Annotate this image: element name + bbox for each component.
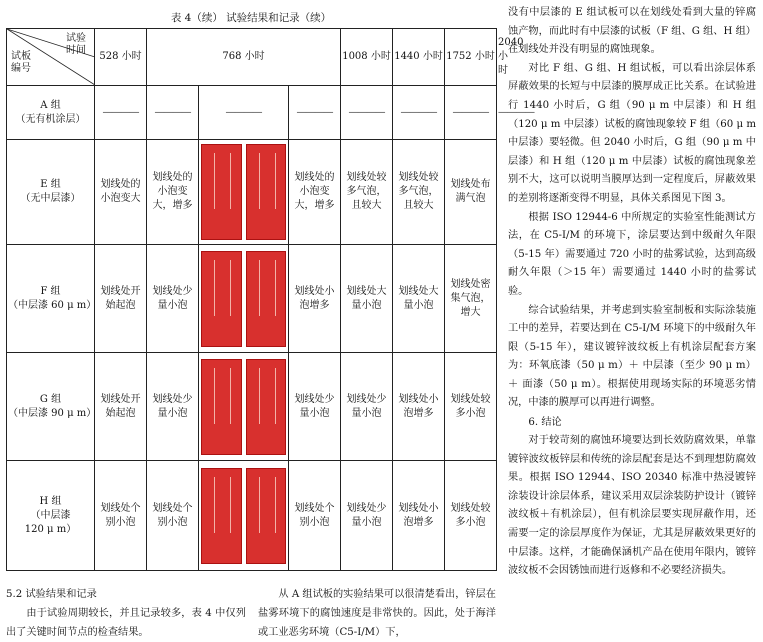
header-board-label: 试板 编号 [11,51,31,74]
table-row [7,353,497,461]
empty-cell: ———— [445,86,497,140]
test-panel-image [246,251,287,347]
panel-photo [199,245,289,353]
table-caption: 表 4（续） 试验结果和记录（续） [170,12,332,24]
empty-cell: ———— [95,86,147,140]
group-label: G 组 （中层漆 90 μ m） [7,353,95,461]
right-column [508,4,756,581]
test-panel-image [246,144,287,240]
result-cell: 划线处的小泡变大 [95,140,147,245]
result-cell: 划线处个别小泡 [289,461,341,571]
right-paragraph-2: 对比 F 组、G 组、H 组试板，可以看出涂层体系屏蔽效果的长短与中层漆的膜厚成正比关系。在试验进行 1440 小时后，G 组（90 μ m 中层漆）和 H 组（120 μ m 中层漆）试板的腐蚀现象较 F 组（60 μ m 中层漆）要轻微。但 2040 小时后，G 组（90 μ m 中层漆）和 H 组（120 μ m 中层漆）试板的腐蚀现象差别不大，这可以说明当膜厚达到一定程度后，屏蔽效果的差别将逐渐变得不明显，具体关系图见下图 3。 [508,62,756,204]
paragraph-5-2: 由于试验周期较长，并且记录较多，表 4 中仅列出了关键时间节点的检查结果。 [6,608,246,638]
col-528: 528 小时 [95,29,147,86]
panel-photo [199,353,289,461]
paragraph-a-group: 从 A 组试板的实验结果可以很清楚看出，锌层在盐雾环境下的腐蚀速度是非常快的。因此，处于海洋或工业恶劣环境（C5-I/M）下， [258,589,496,638]
right-paragraph-5: 对于较苛刻的腐蚀环境要达到长效防腐效果，单靠镀锌波纹板锌层和传统的涂层配套是达不到理想防腐效果。根据 ISO 12944、ISO 20340 标准中热浸镀锌涂装设计涂层体系，建议采用双层涂装防护设计（镀锌波纹板＋有机涂层），但有机涂层要实现屏蔽作用，还需要一定的涂层厚度作为保证，尤其是屏蔽效果更好的中层漆。这样，才能确保涵机产品在使用年限内，镀锌波纹板不会因锈蚀而进行返修和不必要经济损失。 [508,435,756,577]
result-cell: 划线处少量小泡 [341,353,393,461]
col-1752: 1752 小时 [445,29,497,86]
panel-photo [199,140,289,245]
result-cell: 划线处较多气泡，且较大 [341,140,393,245]
result-cell: 划线处的小泡变大，增多 [289,140,341,245]
result-cell: 划线处小泡增多 [393,353,445,461]
table-section [6,0,535,571]
result-cell: 划线处开始起泡 [95,353,147,461]
panel-photo [199,461,289,571]
result-cell: 划线处大量小泡 [393,245,445,353]
bottom-left-col1 [6,585,246,642]
result-cell: 划线处少量小泡 [147,245,199,353]
empty-cell: ———— [199,86,289,140]
empty-cell: ———— [147,86,199,140]
result-cell: 划线处开始起泡 [95,245,147,353]
empty-cell: ———— [341,86,393,140]
col-768: 768 小时 [147,29,341,86]
empty-cell: ———— [393,86,445,140]
result-cell: 划线处大量小泡 [341,245,393,353]
header-diagonal-cell [7,29,95,86]
test-panel-image [246,359,287,455]
header-time-label: 试验 时间 [66,33,86,56]
bottom-left-col2 [258,585,496,642]
group-label: H 组 （中层漆 120 μ m） [7,461,95,571]
results-table: 试验 时间 试板 编号 528 小时 768 小时 1008 小时 1440 小时 1752 小时 2040 小时 A 组 （无有机涂层） ———— ———— ———— ———— ———— ———— ———— ———— E 组 （无中层漆） 划线处的小泡变大 划线处的小泡变大，增多 划线处的小泡变大，增多 划线处较多气泡，且较大 划线处较多气泡，且较大 划线处布满气泡 F 组 （中层漆 60 μ m） 划线处开始起泡 划线处少量小泡 划线处小泡增多 划线处大量小泡 划线处大量小泡 划线处密集气泡，增大 G 组 （中层漆 90 μ m） 划线处开始起泡 划线处少量小泡 划线处少量小泡 划线处少量小泡 划线处小泡增多 划线处较多小泡 H 组 （中层漆 120 μ m） 划线处个别小泡 划线处个别小泡 划线处个别小泡 划线处少量小泡 划线处小泡增多 划线处较多小泡 [6,28,497,571]
table-row [7,140,497,245]
result-cell: 划线处少量小泡 [147,353,199,461]
result-cell: 划线处较多小泡 [445,353,497,461]
group-label: E 组 （无中层漆） [7,140,95,245]
result-cell: 划线处布满气泡 [445,140,497,245]
section-heading-6: 6. 结论 [528,417,562,429]
table-body [7,86,535,571]
result-cell: 划线处少量小泡 [289,353,341,461]
col-1008: 1008 小时 [341,29,393,86]
result-cell: 划线处小泡增多 [289,245,341,353]
test-panel-image [246,468,287,564]
result-cell: 划线处小泡增多 [393,461,445,571]
col-1440: 1440 小时 [393,29,445,86]
table-row [7,245,497,353]
group-label: F 组 （中层漆 60 μ m） [7,245,95,353]
empty-cell: ———— [289,86,341,140]
group-label: A 组 （无有机涂层） [7,86,95,140]
test-panel-image [201,251,242,347]
result-cell: 划线处的小泡变大，增多 [147,140,199,245]
result-cell: 划线处少量小泡 [341,461,393,571]
result-cell: 划线处个别小泡 [147,461,199,571]
result-cell: 划线处密集气泡，增大 [445,245,497,353]
right-paragraph-3: 根据 ISO 12944-6 中所规定的实验室性能测试方法，在 C5-I/M 的环境下，涂层要达到中级耐久年限（5-15 年）需要通过 720 小时的盐雾试验，达到高级耐久年限（＞15 年）需要通过 1440 小时的盐雾试验。 [508,211,756,297]
result-cell: 划线处个别小泡 [95,461,147,571]
result-cell: 划线处较多小泡 [445,461,497,571]
section-heading-5-2: 5.2 试验结果和记录 [6,589,97,600]
test-panel-image [201,359,242,455]
table-row: A 组 （无有机涂层） ———— ———— ———— ———— ———— ———— ———— ———— [7,86,497,140]
test-panel-image [201,468,242,564]
test-panel-image [201,144,242,240]
right-paragraph-4: 综合试验结果，并考虑到实验室制板和实际涂装施工中的差异，若要达到在 C5-I/M 环境下的中级耐久年限（5-15 年），建议镀锌波纹板上有机涂层配套方案为：环氧底漆（50 μ m）＋ 中层漆（至少 90 μ m）＋ 面漆（50 μ m）。根据使用现场实际的环境恶劣情况，中漆的膜厚可以再进行调整。 [508,304,756,409]
right-paragraph-1: 没有中层漆的 E 组试板可以在划线处看到大量的锌腐蚀产物，而此时有中层漆的试板（F 组、G 组、H 组）在划线处并没有明显的腐蚀现象。 [508,7,756,56]
table-row [7,461,497,571]
result-cell: 划线处较多气泡，且较大 [393,140,445,245]
